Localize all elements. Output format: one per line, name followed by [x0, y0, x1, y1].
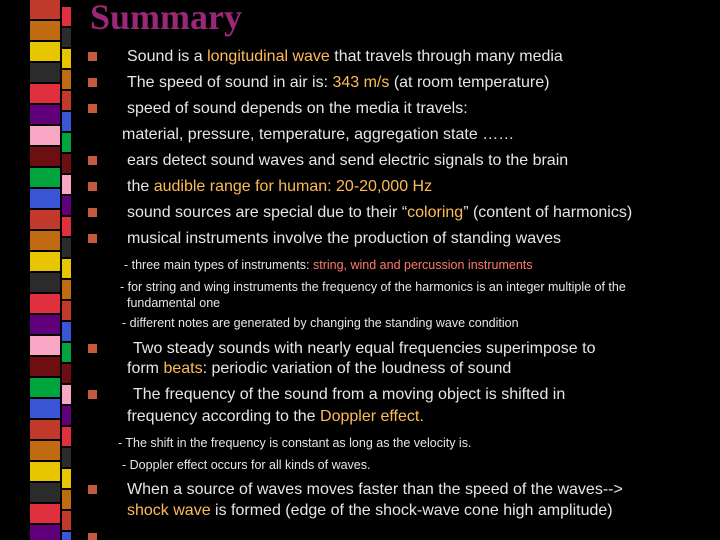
stripe-block-narrow — [62, 343, 71, 362]
sub-note-harmonics: - for string and wing instruments the frequency of the harmonics is an integer multiple of the — [120, 280, 626, 294]
bullet-icon — [88, 156, 97, 165]
stripe-block — [30, 462, 60, 481]
stripe-block — [30, 483, 60, 502]
stripe-block — [30, 42, 60, 61]
stripe-block-narrow — [62, 7, 71, 26]
stripe-block-narrow — [62, 280, 71, 299]
sub-note-doppler-shift: - The shift in the frequency is constant as long as the velocity is. — [118, 436, 472, 450]
stripe-block-narrow — [62, 133, 71, 152]
stripe-block — [30, 147, 60, 166]
bullet-text-10: When a source of waves moves faster than the speed of the waves--> — [127, 481, 623, 498]
bullet-icon — [88, 390, 97, 399]
stripe-block-narrow — [62, 532, 71, 540]
stripe-block — [30, 63, 60, 82]
bullet-icon — [88, 78, 97, 87]
sub-note-standing-wave: - different notes are generated by changing the standing wave condition — [122, 316, 519, 330]
stripe-block — [30, 336, 60, 355]
bullet-text-6: sound sources are special due to their “coloring” (content of harmonics) — [127, 204, 633, 221]
stripe-block-narrow — [62, 196, 71, 215]
bullet-icon — [88, 208, 97, 217]
bullet-text-10-cont: shock wave is formed (edge of the shock-wave cone high amplitude) — [127, 502, 613, 519]
stripe-block-narrow — [62, 406, 71, 425]
bullet-icon — [88, 182, 97, 191]
stripe-block-narrow — [62, 70, 71, 89]
stripe-block-narrow — [62, 259, 71, 278]
decorative-stripe-bar — [30, 0, 60, 540]
sub-note-harmonics-cont: fundamental one — [127, 296, 221, 310]
bullet-text-4: ears detect sound waves and send electric signals to the brain — [127, 152, 569, 169]
stripe-block-narrow — [62, 490, 71, 509]
sub-note-instruments: - three main types of instruments: string, wind and percussion instruments — [124, 258, 533, 272]
stripe-block-narrow — [62, 175, 71, 194]
bullet-text-5: the audible range for human: 20-20,000 Hz — [127, 178, 433, 195]
bullet-text-3-continued: material, pressure, temperature, aggregation state …… — [122, 126, 515, 143]
stripe-block — [30, 252, 60, 271]
stripe-block — [30, 441, 60, 460]
stripe-block-narrow — [62, 511, 71, 530]
bullet-text-9-cont: frequency according to the Doppler effect. — [127, 408, 424, 425]
stripe-block — [30, 0, 60, 19]
stripe-block-narrow — [62, 385, 71, 404]
bullet-text-1: Sound is a longitudinal wave that travels through many media — [127, 48, 563, 65]
bullet-text-9: The frequency of the sound from a moving object is shifted in — [133, 386, 566, 403]
stripe-block — [30, 105, 60, 124]
bullet-icon — [88, 344, 97, 353]
stripe-block — [30, 189, 60, 208]
stripe-block-narrow — [62, 448, 71, 467]
slide-title: Summary — [90, 0, 242, 37]
stripe-block — [30, 210, 60, 229]
stripe-block-narrow — [62, 91, 71, 110]
stripe-block — [30, 504, 60, 523]
stripe-block — [30, 315, 60, 334]
stripe-block — [30, 378, 60, 397]
bullet-icon — [88, 52, 97, 61]
stripe-block-narrow — [62, 112, 71, 131]
bullet-text-7: musical instruments involve the production of standing waves — [127, 230, 561, 247]
stripe-block — [30, 21, 60, 40]
bullet-icon — [88, 234, 97, 243]
stripe-block-narrow — [62, 301, 71, 320]
stripe-block-narrow — [62, 322, 71, 341]
sub-note-doppler-all-waves: - Doppler effect occurs for all kinds of waves. — [122, 458, 371, 472]
stripe-block — [30, 231, 60, 250]
stripe-block — [30, 294, 60, 313]
stripe-block-narrow — [62, 364, 71, 383]
stripe-block — [30, 168, 60, 187]
stripe-block-narrow — [62, 217, 71, 236]
stripe-block-narrow — [62, 154, 71, 173]
bullet-icon — [88, 485, 97, 494]
stripe-block-narrow — [62, 28, 71, 47]
stripe-block — [30, 126, 60, 145]
stripe-block-narrow — [62, 469, 71, 488]
bullet-icon — [88, 104, 97, 113]
bullet-icon — [88, 533, 97, 540]
stripe-block — [30, 84, 60, 103]
stripe-block — [30, 399, 60, 418]
bullet-text-2: The speed of sound in air is: 343 m/s (at room temperature) — [127, 74, 550, 91]
stripe-block — [30, 525, 60, 540]
bullet-text-8-cont: form beats: periodic variation of the loudness of sound — [127, 360, 512, 377]
stripe-block — [30, 357, 60, 376]
stripe-block-narrow — [62, 427, 71, 446]
decorative-stripe-bar-narrow — [62, 0, 71, 540]
bullet-text-8: Two steady sounds with nearly equal frequencies superimpose to — [133, 340, 596, 357]
bullet-text-3: speed of sound depends on the media it travels: — [127, 100, 468, 117]
stripe-block-narrow — [62, 238, 71, 257]
stripe-block — [30, 273, 60, 292]
stripe-block-narrow — [62, 49, 71, 68]
stripe-block — [30, 420, 60, 439]
